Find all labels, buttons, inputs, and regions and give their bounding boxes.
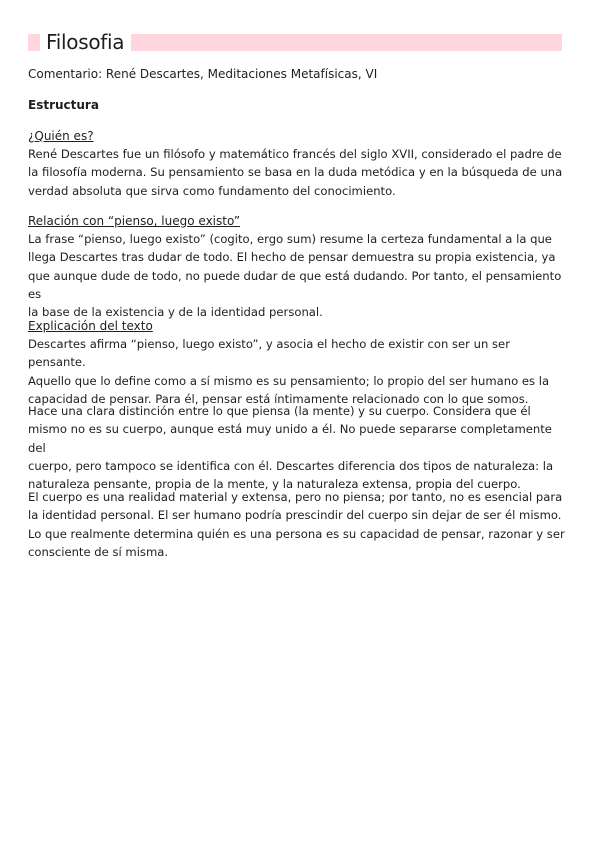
section-explicacion — [28, 317, 568, 408]
body-paragraph: Hace una clara distinción entre lo que piensa (la mente) y su cuerpo. Considera que él mismo no es su cuerpo, aunque está muy unido a él. No puede separarse completamente del cuerpo, pero tampoco se identifica con él. Descartes diferencia dos tipos de naturaleza: la naturaleza pensante, propia de la mente, y la naturaleza extensa, propia del cuerpo. — [28, 404, 554, 492]
section-title: ¿Quién es? — [28, 129, 94, 143]
paragraph-cuerpo — [28, 488, 568, 561]
structure-heading: Estructura — [28, 98, 99, 112]
section-text: Descartes afirma “pienso, luego existo”, y asocia el hecho de existir con ser un ser pensante. Aquello que lo define como a sí mismo es su pensamiento; lo propio del ser humano es la capacidad de pensar. Para él, pensar está íntimamente relacionado con lo que somos. — [28, 337, 550, 406]
section-text: René Descartes fue un filósofo y matemático francés del siglo XVII, considerado el padre de la filosofía moderna. Su pensamiento se basa en la duda metódica y en la búsqueda de una verdad absoluta que sirva como fundamento del conocimiento. — [28, 147, 563, 198]
section-title: Relación con “pienso, luego existo” — [28, 214, 241, 228]
section-quien-es — [28, 127, 568, 200]
header-accent-bar — [131, 34, 562, 51]
page-header — [28, 26, 562, 60]
page-title: Filosofia — [46, 30, 125, 54]
paragraph-distincion — [28, 402, 568, 493]
header-accent-mark — [28, 34, 40, 51]
section-title: Explicación del texto — [28, 319, 153, 333]
section-relacion — [28, 212, 568, 321]
section-text: La frase “pienso, luego existo” (cogito, ergo sum) resume la certeza fundamental a la que llega Descartes tras dudar de todo. El hecho de pensar demuestra su propia existencia, ya que aunque dude de todo, no puede dudar de que está dudando. Por tanto, el pensamiento es la base de la existencia y de la identidad personal. — [28, 232, 562, 320]
body-paragraph: El cuerpo es una realidad material y extensa, pero no piensa; por tanto, no es esencial para la identidad personal. El ser humano podría prescindir del cuerpo sin dejar de ser él mismo. Lo que realmente determina quién es una persona es su capacidad de pensar, razonar y ser consciente de sí misma. — [28, 490, 565, 559]
document-subtitle: Comentario: René Descartes, Meditaciones Metafísicas, VI — [28, 67, 378, 81]
